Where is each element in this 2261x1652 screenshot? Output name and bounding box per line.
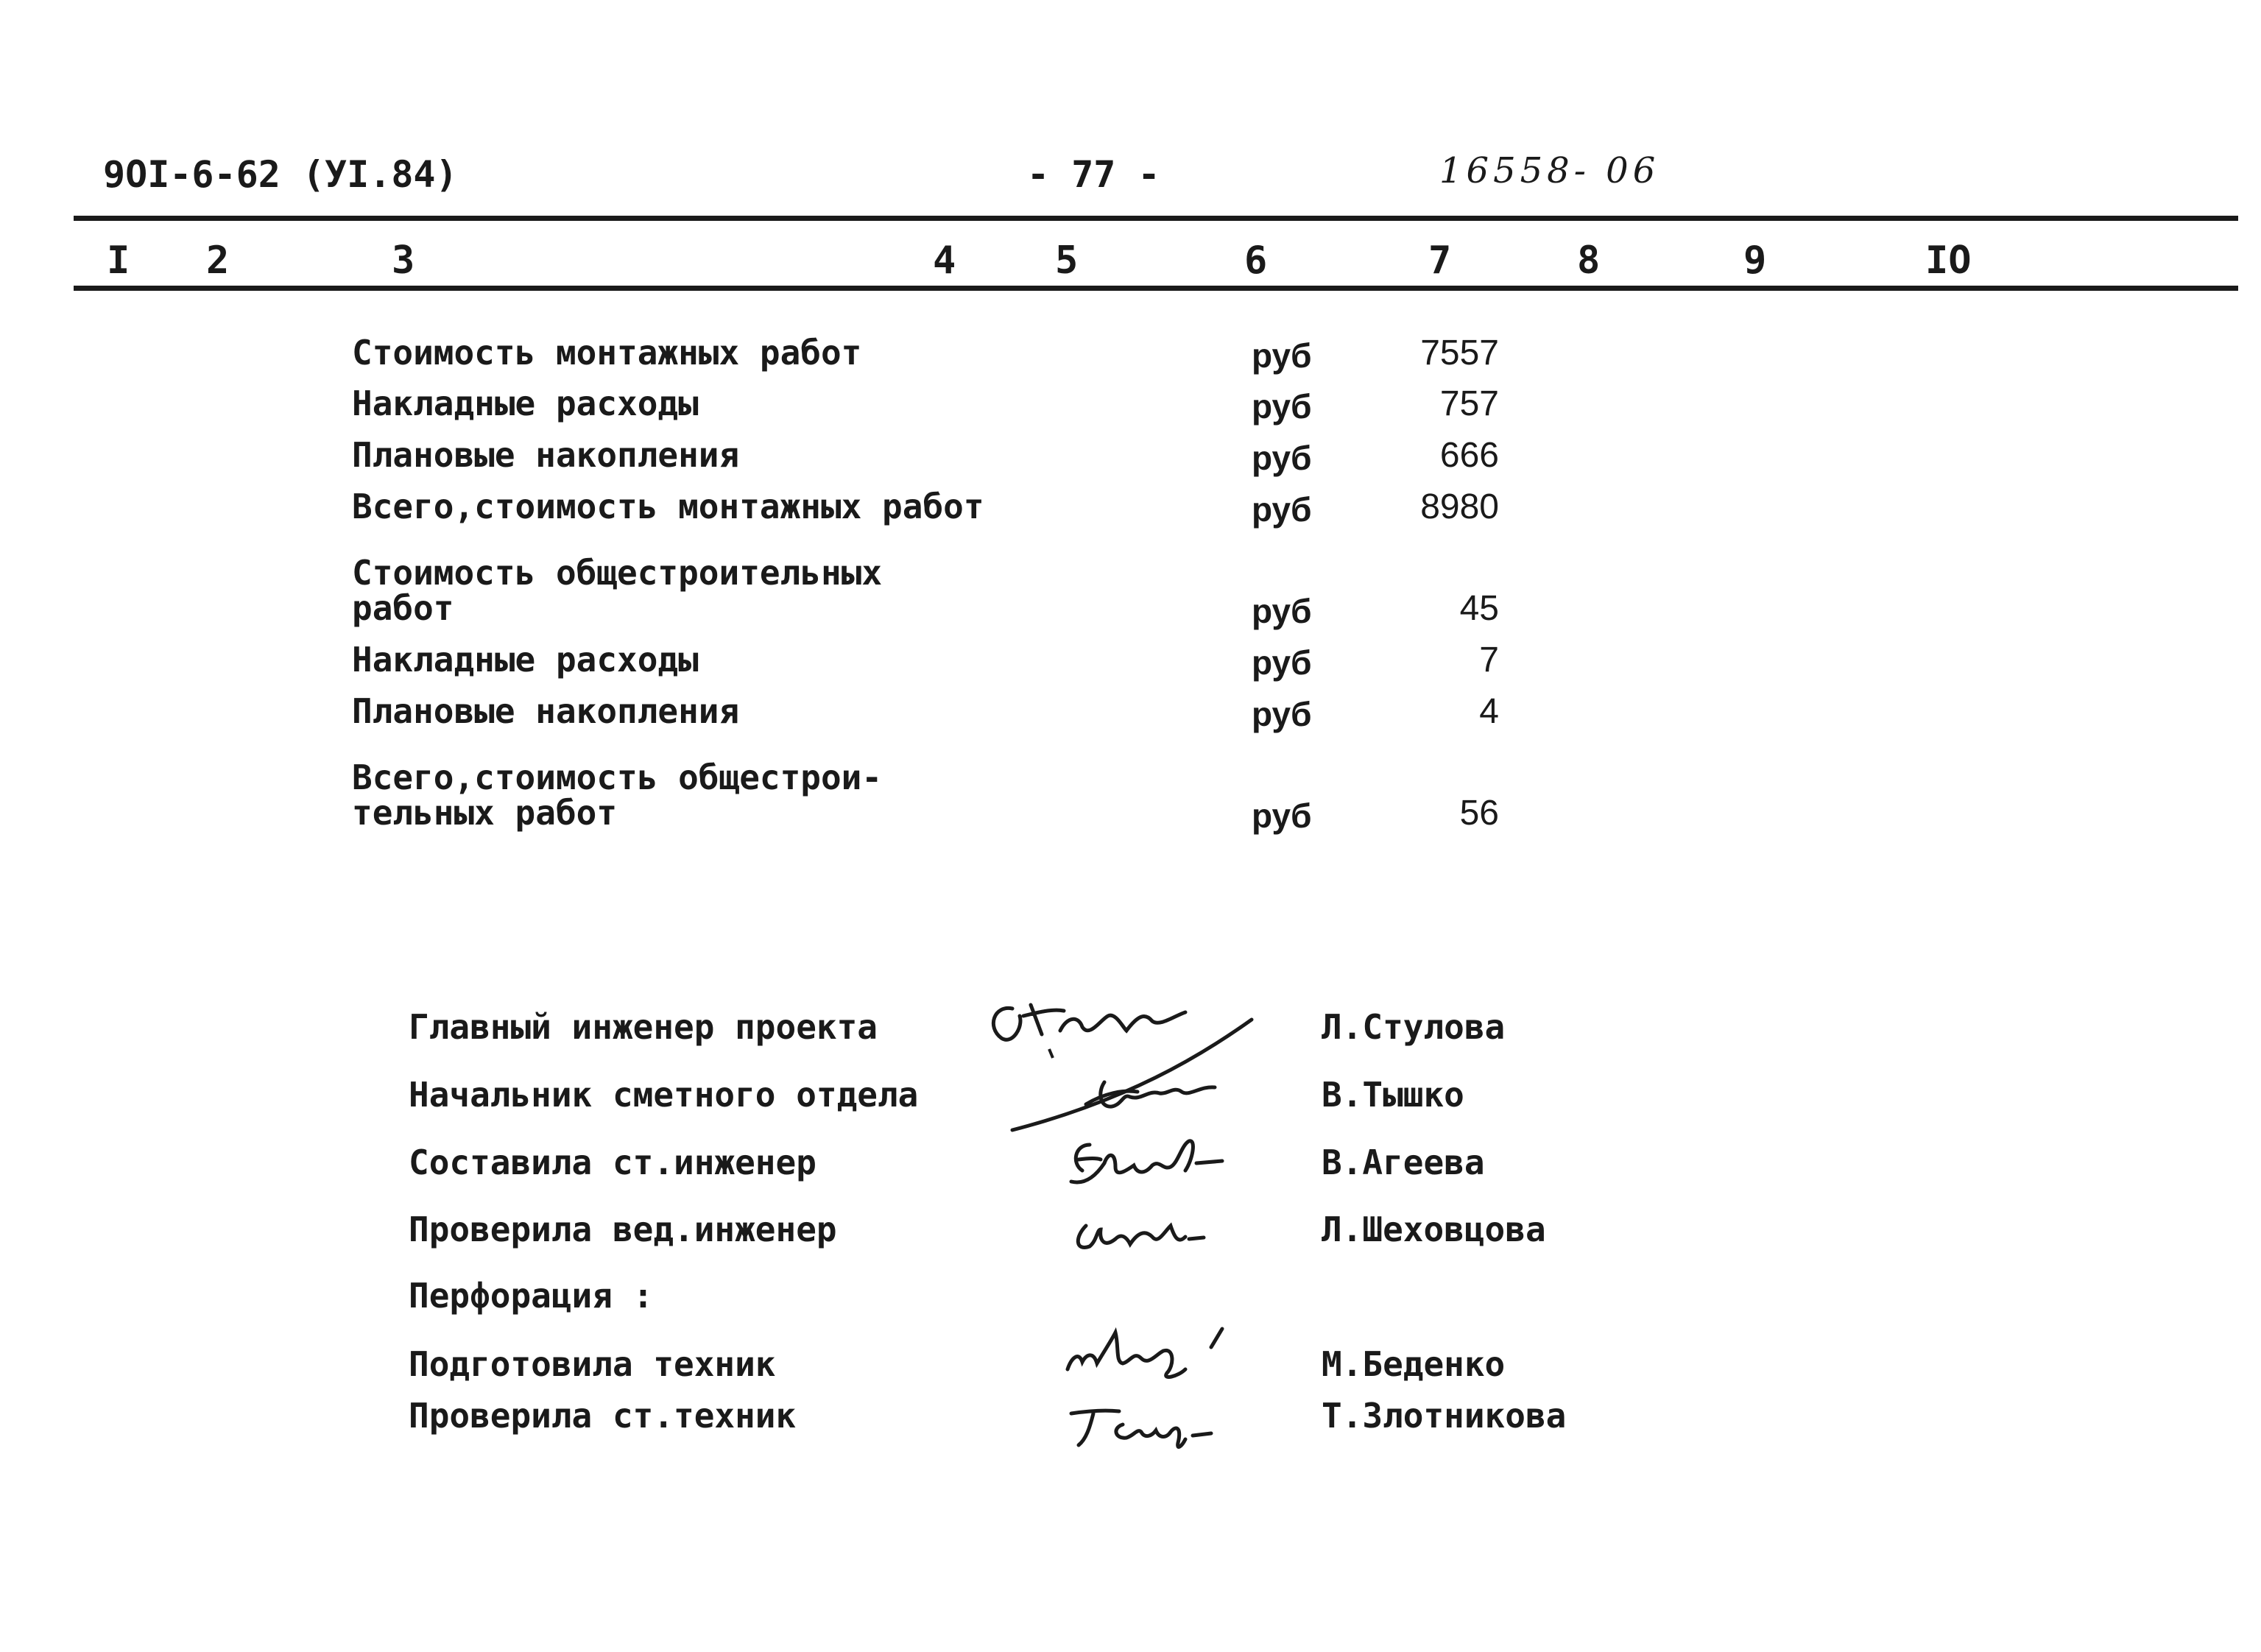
column-number-9: 9	[1743, 239, 1767, 283]
header-rule-bottom	[74, 286, 2238, 291]
row-label-installation-total: Всего,стоимость монтажных работ	[352, 487, 984, 526]
row-label-construction-cost-line1: Стоимость общестроительных	[352, 553, 883, 593]
signature-name: Л.Шеховцова	[1322, 1210, 1546, 1249]
signature-role: Главный инженер проекта	[409, 1007, 878, 1047]
column-number-1: I	[107, 239, 130, 283]
row-unit: руб	[1252, 695, 1312, 733]
row-label-planned-savings: Плановые накопления	[352, 435, 740, 475]
handwritten-signature-4	[1064, 1204, 1211, 1263]
row-label-construction-cost-line2: работ	[352, 588, 454, 628]
signature-name: Т.Злотникова	[1322, 1396, 1567, 1436]
column-number-4: 4	[933, 239, 956, 283]
column-number-6: 6	[1244, 239, 1268, 283]
signature-role: Проверила ст.техник	[409, 1396, 797, 1436]
row-label-construction-total-line1: Всего,стоимость общестрои-	[352, 758, 883, 797]
document-code: 9OI-6-62 (УI.84)	[103, 153, 458, 196]
row-unit: руб	[1252, 490, 1312, 529]
perforation-heading: Перфорация :	[409, 1276, 654, 1316]
row-value: 7557	[1420, 333, 1499, 373]
signature-name: В.Агеева	[1322, 1143, 1485, 1182]
row-label-installation-cost: Стоимость монтажных работ	[352, 333, 862, 373]
row-unit: руб	[1252, 336, 1312, 375]
handwritten-signature-3	[1064, 1130, 1241, 1196]
row-value: 4	[1479, 692, 1499, 731]
handwritten-signature-1	[979, 975, 1274, 1145]
column-number-10: IO	[1925, 239, 1972, 283]
document-number: 16558- 06	[1439, 150, 1660, 191]
column-number-5: 5	[1055, 239, 1079, 283]
page-number: - 77 -	[1027, 153, 1160, 196]
handwritten-signature-6	[1053, 1318, 1244, 1391]
row-value: 45	[1459, 589, 1499, 628]
row-unit: руб	[1252, 797, 1312, 835]
column-number-2: 2	[206, 239, 230, 283]
row-value: 666	[1439, 436, 1499, 475]
row-unit: руб	[1252, 643, 1312, 682]
row-label-overhead: Накладные расходы	[352, 640, 699, 679]
row-value: 8980	[1420, 487, 1499, 526]
signature-name: В.Тышко	[1322, 1075, 1464, 1115]
row-value: 7	[1479, 640, 1499, 679]
column-number-8: 8	[1577, 239, 1601, 283]
signature-role: Начальник сметного отдела	[409, 1075, 919, 1115]
column-number-3: 3	[392, 239, 415, 283]
row-label-construction-total-line2: тельных работ	[352, 793, 618, 833]
header-rule-top	[74, 216, 2238, 221]
row-value: 56	[1459, 794, 1499, 833]
column-number-7: 7	[1428, 239, 1452, 283]
signature-name: М.Беденко	[1322, 1344, 1506, 1384]
signature-role: Проверила вед.инженер	[409, 1210, 837, 1249]
row-value: 757	[1439, 384, 1499, 423]
row-unit: руб	[1252, 439, 1312, 477]
signature-name: Л.Стулова	[1322, 1007, 1506, 1047]
row-label-planned-savings: Плановые накопления	[352, 691, 740, 731]
row-label-overhead: Накладные расходы	[352, 384, 699, 423]
signature-role: Подготовила техник	[409, 1344, 776, 1384]
row-unit: руб	[1252, 387, 1312, 426]
handwritten-signature-7	[1060, 1395, 1230, 1461]
row-unit: руб	[1252, 592, 1312, 630]
signature-role: Составила ст.инженер	[409, 1143, 816, 1182]
